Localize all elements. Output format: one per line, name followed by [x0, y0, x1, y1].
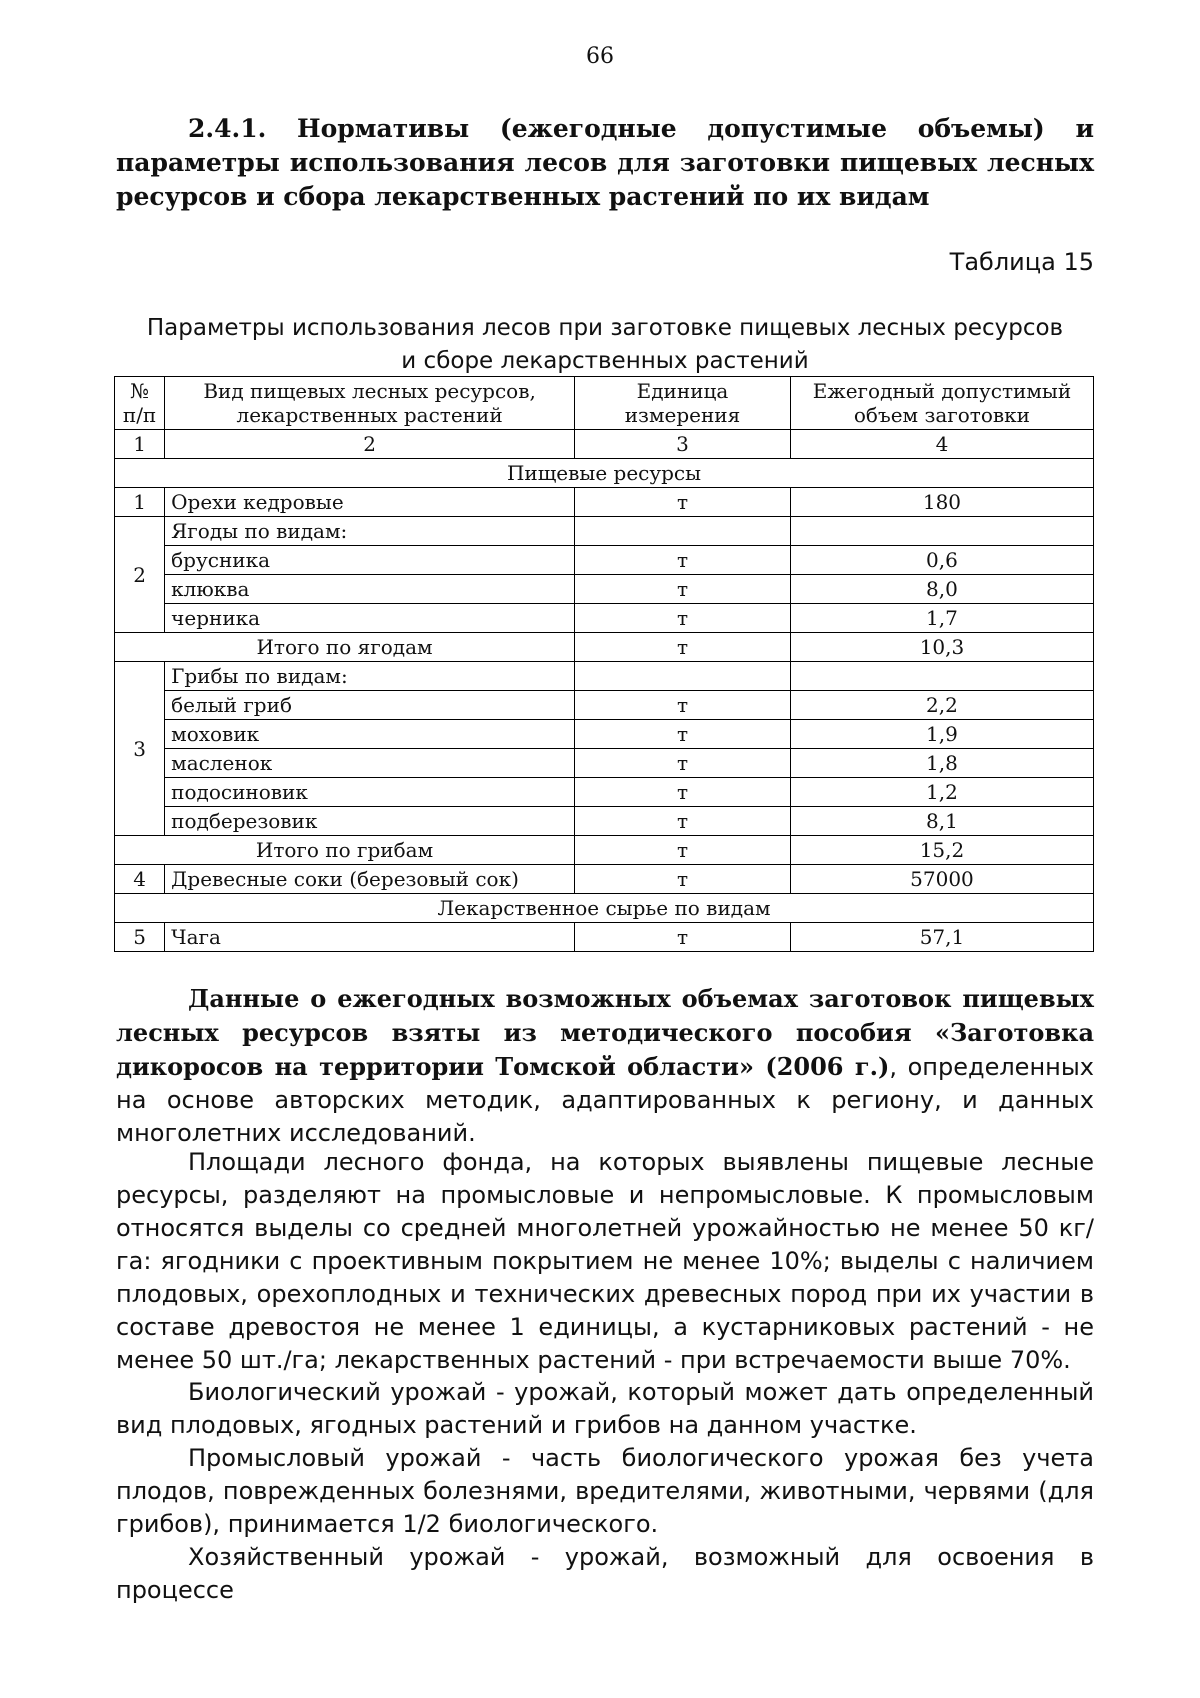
header-number: № п/п: [115, 377, 165, 430]
page-number: 66: [586, 44, 614, 69]
table-row: подосиновик т 1,2: [115, 778, 1094, 807]
table-row: белый гриб т 2,2: [115, 691, 1094, 720]
table-header-row: [115, 377, 1094, 430]
table-row: масленок т 1,8: [115, 749, 1094, 778]
total-row-mushrooms: Итого по грибам т 15,2: [115, 836, 1094, 865]
table-row: 5 Чага т 57,1: [115, 923, 1094, 952]
table-row: подберезовик т 8,1: [115, 807, 1094, 836]
paragraph-data-source: [116, 982, 1094, 1150]
paragraph-data-source-rest: , определенных на основе авторских методик, адаптированных к региону, и данных многолетних исследований.: [116, 1053, 1094, 1147]
table-row: 3 Грибы по видам:: [115, 662, 1094, 691]
table-row: 2 Ягоды по видам:: [115, 517, 1094, 546]
table-row: 4 Древесные соки (березовый сок) т 57000: [115, 865, 1094, 894]
parameters-table: [114, 376, 1094, 952]
table-row: брусника т 0,6: [115, 546, 1094, 575]
table-row: клюква т 8,0: [115, 575, 1094, 604]
paragraph-forest-areas: Площади лесного фонда, на которых выявлены пищевые лесные ресурсы, разделяют на промысловые и непромысловые. К промысловым относятся выделы со средней многолетней урожайностью не менее 50 кг/га: ягодники с проективным покрытием не менее 10%; выделы с наличием плодовых, орехоплодных и технических древесных пород при их участии в составе древостоя не менее 1 единицы, а кустарниковых растений - не менее 50 шт./га; лекарственных растений - при встречаемости выше 70%.: [116, 1148, 1094, 1374]
paragraph-economic-yield: Хозяйственный урожай - урожай, возможный для освоения в процессе: [116, 1543, 1094, 1604]
column-number-row: 1 2 3 4: [115, 430, 1094, 459]
section-heading: 2.4.1. Нормативы (ежегодные допустимые объемы) и параметры использования лесов для заготовки пищевых лесных ресурсов и сбора лекарственных растений по их видам: [116, 114, 1094, 211]
paragraph-commercial-yield: Промысловый урожай - часть биологического урожая без учета плодов, поврежденных болезнями, вредителями, животными, червями (для грибов), принимается 1/2 биологического.: [116, 1444, 1094, 1538]
paragraph-biological-yield: Биологический урожай - урожай, который может дать определенный вид плодовых, ягодных растений и грибов на данном участке.: [116, 1378, 1094, 1439]
header-kind: Вид пищевых лесных ресурсов, лекарственных растений: [165, 377, 575, 430]
paragraph-data-source-bold: Данные о ежегодных возможных объемах заготовок пищевых лесных ресурсов взяты из методического пособия «Заготовка дикоросов на территории Томской области» (2006 г.): [116, 984, 1094, 1081]
table-caption-line1: Параметры использования лесов при заготовке пищевых лесных ресурсов: [146, 315, 1064, 341]
table-label: Таблица 15: [949, 248, 1094, 276]
header-volume: Ежегодный допустимый объем заготовки: [790, 377, 1093, 430]
total-row-berries: Итого по ягодам т 10,3: [115, 633, 1094, 662]
table-row: моховик т 1,9: [115, 720, 1094, 749]
section-row-food: Пищевые ресурсы: [115, 459, 1094, 488]
table-caption: [116, 312, 1094, 378]
section-row-medicinal: Лекарственное сырье по видам: [115, 894, 1094, 923]
table-row: 1 Орехи кедровые т 180: [115, 488, 1094, 517]
table-row: черника т 1,7: [115, 604, 1094, 633]
header-unit: Единица измерения: [575, 377, 791, 430]
table-caption-line2: и сборе лекарственных растений: [401, 348, 809, 374]
